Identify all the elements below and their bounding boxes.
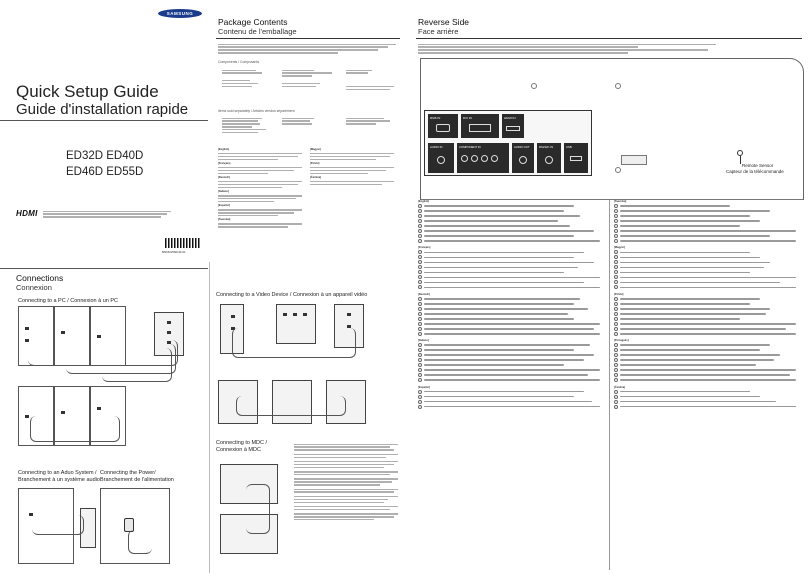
reverse-subtitle: Face arrière — [418, 27, 459, 36]
barcode-number: BN68-05601M-01 — [162, 250, 186, 254]
video-diagram — [216, 300, 406, 430]
audio-diagram — [18, 488, 98, 570]
port-rgb-in[interactable]: RGB IN — [428, 114, 458, 138]
components-heading: Components / Composants — [218, 60, 260, 64]
pc-diagram — [18, 306, 208, 466]
mdc-section-title: Connecting to MDC / Connexion à MDC — [216, 440, 268, 453]
package-section — [214, 0, 402, 260]
barcode — [165, 238, 201, 248]
pc-section-title: Connecting to a PC / Connexion à un PC — [18, 298, 118, 304]
power-inlet — [621, 155, 647, 165]
mdc-instructions — [294, 442, 402, 522]
package-intro — [218, 42, 398, 55]
reverse-title: Reverse Side — [418, 17, 470, 27]
model-line-1: ED32D ED40D — [66, 150, 144, 162]
port-audio-out[interactable]: AUDIO OUT — [512, 143, 534, 173]
video-section-title: Connecting to a Video Device / Connexion à un appareil vidéo — [216, 292, 368, 298]
connections-subtitle: Connexion — [16, 283, 52, 292]
reverse-section — [404, 0, 808, 573]
cover-subtitle: Guide d'installation rapide — [16, 101, 189, 118]
package-languages-left: [English] [Français] [Deutsch] [Italiano] [Español] [Svenska] — [218, 148, 304, 229]
audio-section-title: Connecting to an Aduo System / Branchement à un système audio — [18, 470, 100, 483]
sold-separately-heading: Items sold separately / Articles vendus séparément — [218, 109, 295, 113]
hdmi-logo-icon — [16, 209, 40, 218]
package-title: Package Contents — [218, 17, 288, 27]
port-rs232c-in[interactable]: RS232C IN — [537, 143, 561, 173]
cover-section — [0, 0, 208, 260]
hdmi-notice — [43, 209, 173, 219]
power-diagram — [100, 488, 180, 570]
reverse-languages-left: [English] [Français] [Deutsch] [Italiano] [Español] — [418, 200, 606, 409]
reverse-languages-right: [Svenska] [Magyar] [Polski] [Português] [Čeština] — [614, 200, 802, 409]
connections-section — [0, 262, 404, 573]
remote-sensor-label: Remote Sensor — [742, 163, 774, 168]
samsung-logo — [158, 9, 202, 18]
port-audio-in[interactable]: AUDIO IN — [428, 143, 454, 173]
remote-sensor-label-fr: Capteur de la télécommande — [726, 169, 784, 174]
port-panel — [424, 110, 592, 176]
components-list — [222, 68, 398, 96]
hdmi-logo-text: HDMI — [16, 209, 38, 218]
port-usb[interactable]: USB — [564, 143, 588, 173]
brand-text: SAMSUNG — [166, 11, 194, 16]
mdc-diagram — [216, 458, 290, 568]
connections-title: Connections — [16, 273, 64, 283]
port-hdmi-in[interactable]: HDMI IN — [502, 114, 524, 138]
package-languages-right: [Magyar] [Polski] [Čeština] — [310, 148, 396, 187]
cover-title: Quick Setup Guide — [16, 82, 159, 101]
reverse-intro — [418, 42, 718, 55]
model-line-2: ED46D ED55D — [66, 166, 144, 178]
package-subtitle: Contenu de l'emballage — [218, 27, 297, 36]
port-component-in[interactable]: COMPONENT IN — [457, 143, 509, 173]
power-section-title: Connecting the Power/ Branchement de l'alimentation — [100, 470, 174, 483]
port-dvi-in[interactable]: DVI IN — [461, 114, 499, 138]
sold-separately-list — [222, 116, 398, 146]
